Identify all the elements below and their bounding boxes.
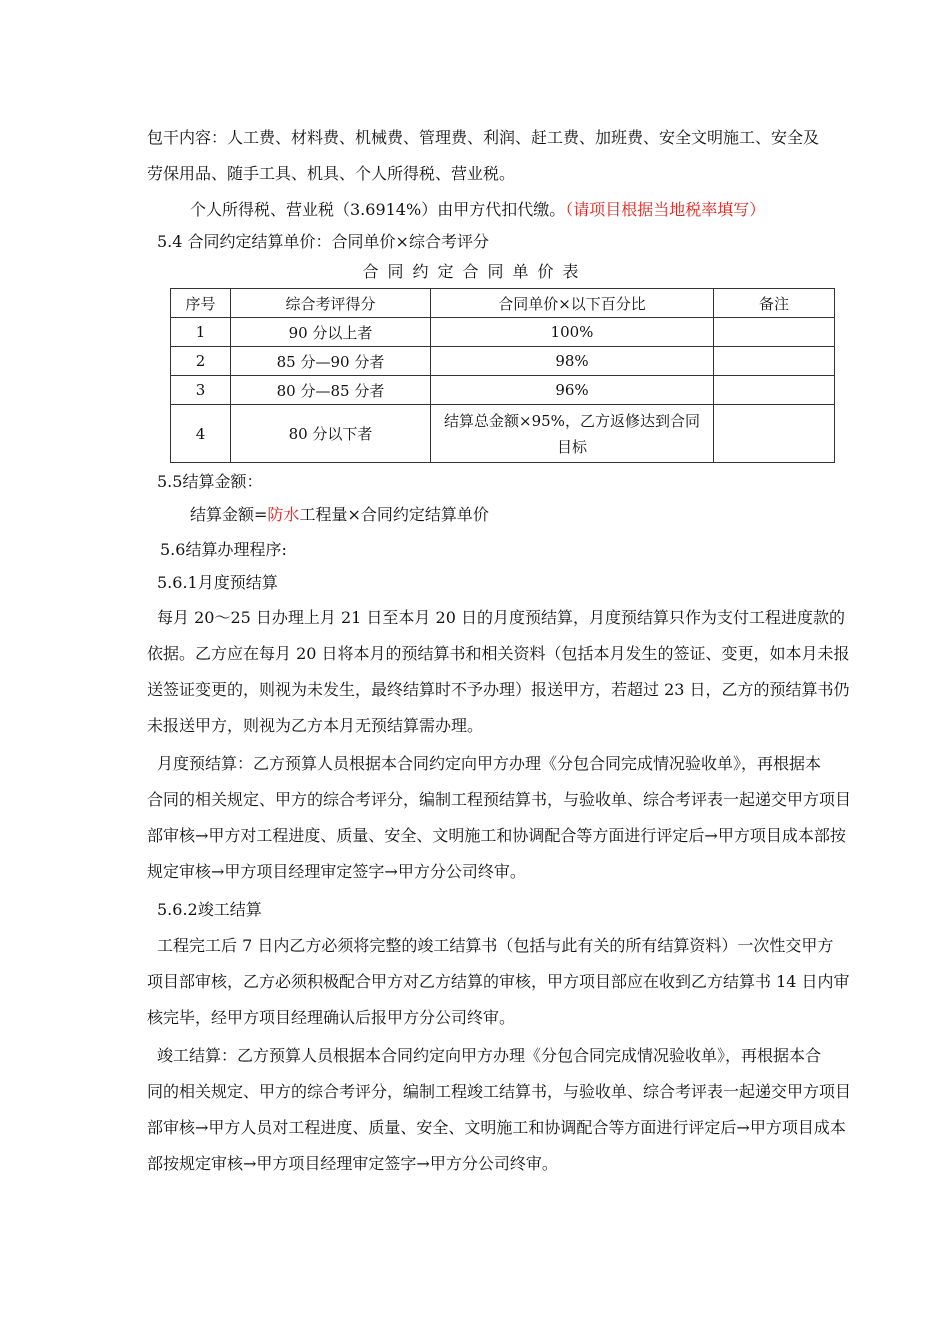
tax-note: （请项目根据当地税率填写） <box>565 200 766 219</box>
package-line-1: 包干内容：人工费、材料费、机械费、管理费、利润、赶工费、加班费、安全文明施工、安全及 <box>147 128 820 147</box>
header-note: 备注 <box>714 289 835 318</box>
settlement-formula <box>190 505 489 525</box>
formula-part-a: 结算金额= <box>190 505 268 524</box>
section-5-6-heading: 5.6结算办理程序: <box>160 540 287 559</box>
section-5-5-heading: 5.5结算金额： <box>157 472 263 491</box>
cell-no: 1 <box>171 318 231 347</box>
p3-line: 工程完工后 7 日内乙方必须将完整的竣工结算书（包括与此有关的所有结算资料）一次性交甲方 <box>157 936 834 955</box>
p4-line: 竣工结算：乙方预算人员根据本合同约定向甲方办理《分包合同完成情况验收单》，再根据本合 <box>157 1046 822 1065</box>
formula-waterproof: 防水 <box>267 505 300 524</box>
cell-score: 90 分以上者 <box>231 318 431 347</box>
p2-line: 规定审核→甲方项目经理审定签字→甲方分公司终审。 <box>147 862 526 881</box>
header-no: 序号 <box>171 289 231 318</box>
cell-note <box>714 376 835 405</box>
p2-line: 部审核→甲方对工程进度、质量、安全、文明施工和协调配合等方面进行评定后→甲方项目成本部按 <box>147 826 846 845</box>
package-line-2: 劳保用品、随手工具、机具、个人所得税、营业税。 <box>147 164 516 183</box>
header-score: 综合考评得分 <box>231 289 431 318</box>
cell-no: 2 <box>171 347 231 376</box>
section-5-6-2-heading: 5.6.2竣工结算 <box>157 900 262 919</box>
p4-line: 部审核→甲方人员对工程进度、质量、安全、文明施工和协调配合等方面进行评定后→甲方项目成本 <box>147 1118 846 1137</box>
section-5-6-1-heading: 5.6.1月度预结算 <box>157 573 278 592</box>
p1-line: 每月 20～25 日办理上月 21 日至本月 20 日的月度预结算，月度预结算只作为支付工程进度款的 <box>157 608 845 627</box>
formula-part-b: 工程量×合同约定结算单价 <box>299 505 489 524</box>
cell-pct: 结算总金额×95%，乙方返修达到合同目标 <box>431 405 714 463</box>
table-header-row <box>171 289 835 318</box>
table-row <box>171 347 835 376</box>
p2-line: 合同的相关规定、甲方的综合考评分，编制工程预结算书，与验收单、综合考评表一起递交甲方项目 <box>147 790 852 809</box>
cell-score: 80 分以下者 <box>231 405 431 463</box>
table-title: 合同约定合同单价表 <box>362 262 588 281</box>
section-5-4-heading: 5.4 合同约定结算单价：合同单价×综合考评分 <box>157 232 489 251</box>
table-row <box>171 405 835 463</box>
p1-line: 送签证变更的，则视为未发生，最终结算时不予办理）报送甲方，若超过 23 日，乙方的预结算书仍 <box>147 680 850 699</box>
p4-line: 同的相关规定、甲方的综合考评分，编制工程竣工结算书，与验收单、综合考评表一起递交甲方项目 <box>147 1082 852 1101</box>
cell-score: 85 分—90 分者 <box>231 347 431 376</box>
p1-line: 未报送甲方，则视为乙方本月无预结算需办理。 <box>147 716 484 735</box>
table-row <box>171 318 835 347</box>
p3-line: 核完毕，经甲方项目经理确认后报甲方分公司终审。 <box>147 1008 516 1027</box>
cell-note <box>714 347 835 376</box>
cell-pct: 100% <box>431 318 714 347</box>
p3-line: 项目部审核，乙方必须积极配合甲方对乙方结算的审核，甲方项目部应在收到乙方结算书 14 日内审 <box>147 972 850 991</box>
p2-line: 月度预结算：乙方预算人员根据本合同约定向甲方办理《分包合同完成情况验收单》，再根据本 <box>157 754 822 773</box>
cell-no: 4 <box>171 405 231 463</box>
p1-line: 依据。乙方应在每月 20 日将本月的预结算书和相关资料（包括本月发生的签证、变更，如本月未报 <box>147 644 850 663</box>
cell-score: 80 分—85 分者 <box>231 376 431 405</box>
tax-line <box>190 200 765 220</box>
cell-note <box>714 405 835 463</box>
table-row <box>171 376 835 405</box>
cell-no: 3 <box>171 376 231 405</box>
price-table <box>170 288 835 463</box>
cell-note <box>714 318 835 347</box>
tax-text: 个人所得税、营业税（3.6914%）由甲方代扣代缴。 <box>190 200 566 219</box>
header-price-pct: 合同单价×以下百分比 <box>431 289 714 318</box>
cell-pct: 96% <box>431 376 714 405</box>
p4-line: 部按规定审核→甲方项目经理审定签字→甲方分公司终审。 <box>147 1154 558 1173</box>
cell-pct: 98% <box>431 347 714 376</box>
